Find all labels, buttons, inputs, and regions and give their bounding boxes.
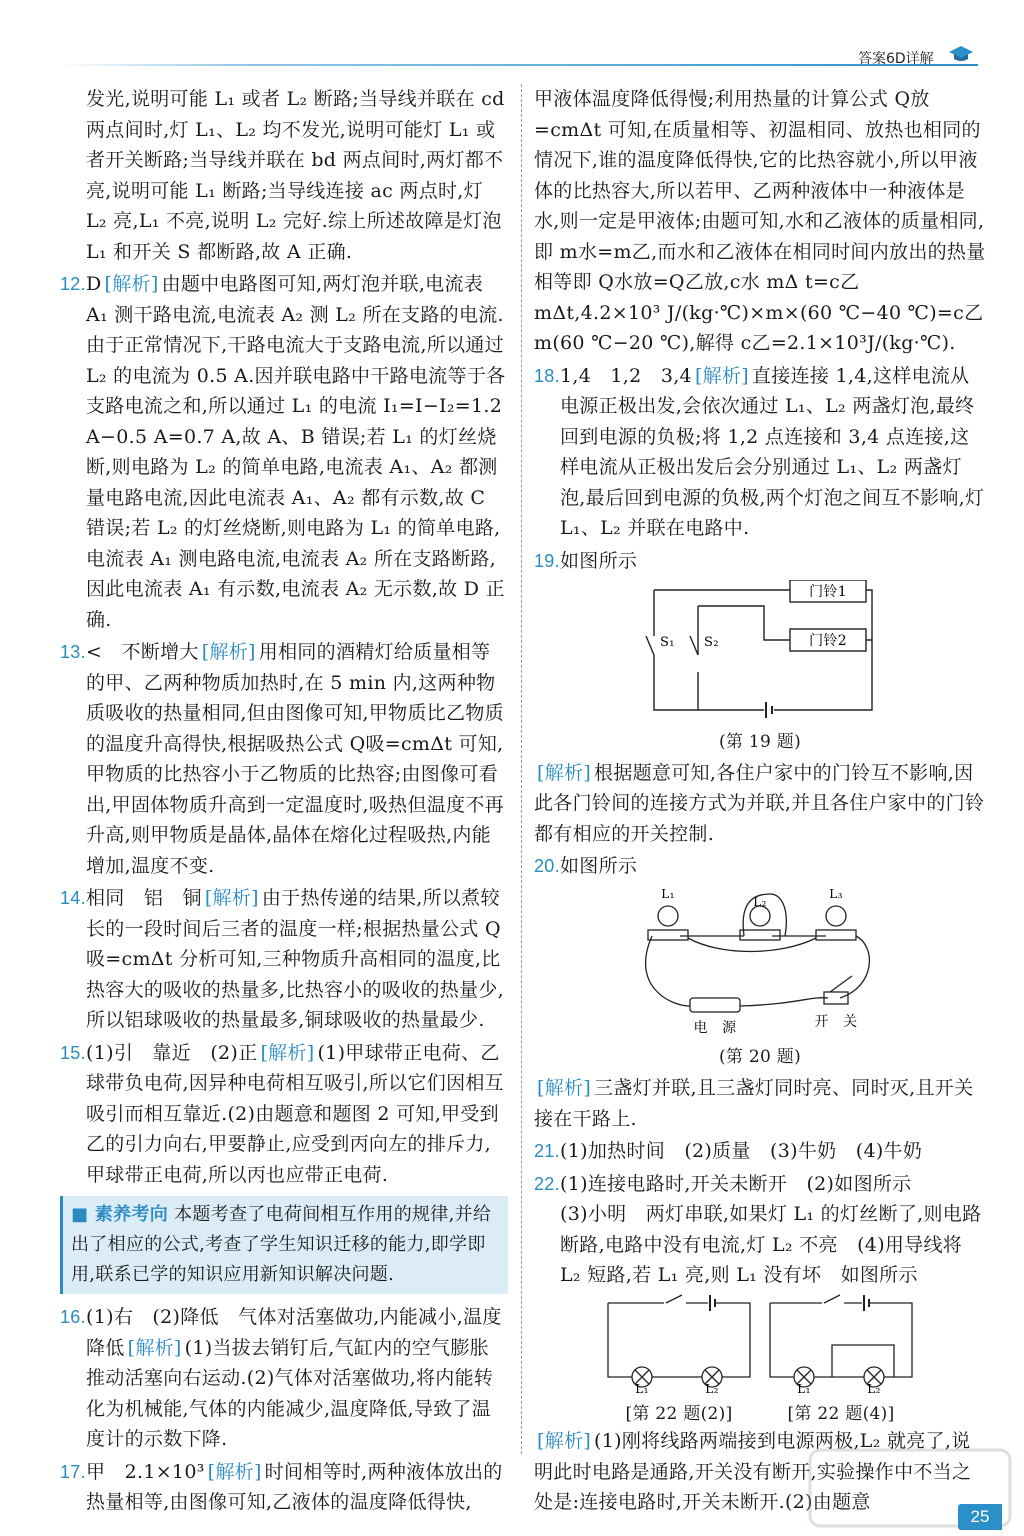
item-text: (1)甲球带正电荷、乙球带负电荷,因异种电荷相互吸引,所以它们因相互吸引而相互靠近.(2)由题意和题图 2 可知,甲受到乙的引力向右,甲要静止,应受到丙向左的排斥力,甲球带正电荷,所以丙也应带正电荷. — [86, 1041, 504, 1186]
item-body — [86, 1302, 508, 1455]
item-number: 17. — [60, 1461, 86, 1482]
header-label: 答案6D详解 — [858, 51, 934, 67]
answer-item-22 — [534, 1169, 986, 1291]
item-text: 发光,说明可能 L₁ 或者 L₂ 断路;当导线并联在 cd 两点间时,灯 L₁、L₂ 均不发光,说明可能灯 L₁ 或者开关断路;当导线并联在 bd 两点间时,两灯都不亮,说明可能 L₁ 断路;当导线连接 ac 两点时,灯 L₂ 亮,L₁ 不亮,说明 L₂ 完好.综上所述故障是灯泡 L₁ 和开关 S 都断路,故 A 正确. — [86, 88, 505, 263]
figure-22-4 — [766, 1293, 916, 1427]
analysis-20 — [534, 1073, 986, 1134]
answer-item-21 — [534, 1136, 986, 1167]
lamp-l2-label: L₂ — [867, 1381, 881, 1393]
item-answer: < 不断增大 — [86, 641, 199, 663]
lamp-1-label: L₁ — [661, 886, 675, 901]
short-circuit-diagram — [766, 1293, 916, 1393]
analysis-tag: [解析] — [207, 1460, 262, 1483]
answer-item-18 — [534, 361, 986, 544]
analysis-tag: [解析] — [127, 1336, 182, 1359]
item-body — [534, 758, 986, 850]
left-column — [60, 84, 508, 1520]
answer-item-16 — [60, 1302, 508, 1455]
item-text: 时间相等时,两种液体放出的热量相等,由图像可知,乙液体的温度降低得快, — [86, 1460, 503, 1513]
item-number: 16. — [60, 1307, 86, 1327]
figure-22-2 — [604, 1293, 754, 1427]
item-body — [86, 1038, 508, 1191]
analysis-tag: [解析] — [537, 1077, 592, 1099]
answer-item-20 — [534, 851, 986, 882]
lamp-2-bulb — [750, 906, 770, 926]
item-number: 18. — [534, 365, 560, 386]
three-lamp-circuit-diagram — [640, 886, 880, 1036]
graduation-cap-icon — [948, 44, 974, 64]
answer-item-19 — [534, 546, 986, 577]
item-body — [534, 1073, 986, 1134]
analysis-tag: [解析] — [694, 364, 749, 387]
figure-19 — [534, 580, 986, 754]
item-number: 20. — [534, 856, 560, 876]
item-body — [86, 637, 508, 881]
lamp-1-bulb — [658, 906, 678, 926]
item-text: (1)连接电路时,开关未断开 (2)如图所示 (3)小明 两灯串联,如果灯 L₁ 的灯丝断了,则电路断路,电路中没有电流,灯 L₂ 不亮 (4)用导线将 L₂ 短路,若 L₁ 亮,则 L₁ 没有坏 如图所示 — [560, 1172, 982, 1286]
item-number: 15. — [60, 1042, 86, 1063]
item-number: 21. — [534, 1141, 560, 1161]
answer-item-15 — [60, 1038, 508, 1191]
lamp-3-base — [816, 930, 856, 940]
item-number: 22. — [534, 1173, 560, 1194]
figure-22-4-caption: [第 22 题(4)] — [787, 1404, 895, 1424]
item-number: 19. — [534, 550, 560, 571]
analysis-tag: [解析] — [204, 887, 259, 909]
item-text: 根据题意可知,各住户家中的门铃互不影响,因此各门铃间的连接方式为并联,并且各住户家中的门铃都有相应的开关控制. — [534, 761, 985, 845]
lamp-l2-label: L₂ — [705, 1381, 719, 1393]
figure-20 — [534, 886, 986, 1070]
item-text: 用相同的酒精灯给质量相等的甲、乙两种物质加热时,在 5 min 内,这两种物质吸收的热量相同,但由图像可知,甲物质比乙物质的温度升高得快,根据吸热公式 Q吸=cmΔt 可知,甲物质的比热容小于乙物质的比热容;由图像可看出,甲固体物质升高到一定温度时,吸热但温度不再升高,则甲物质是晶体,晶体在熔化过程吸热,内能增加,温度不变. — [86, 641, 504, 877]
analysis-tag: [解析] — [104, 273, 159, 295]
power-label: 电 源 — [693, 1019, 737, 1036]
analysis-tag: [解析] — [537, 761, 592, 784]
battery-box — [690, 998, 740, 1012]
item-answer: D — [86, 273, 102, 295]
header-rule — [58, 64, 978, 66]
item-text: (1)当拔去销钉后,气缸内的空气膨胀推动活塞向右运动.(2)气体对活塞做功,将内能转化为机械能,气体的内能减少,温度降低,导致了温度计的示数下降. — [86, 1336, 494, 1450]
switch-s2-label: S₂ — [704, 635, 719, 650]
item-body — [86, 1457, 508, 1518]
item-answer: (1)引 靠近 (2)正 — [86, 1041, 258, 1064]
lamp-l1-label: L₁ — [635, 1381, 649, 1393]
item-number: 14. — [60, 888, 86, 908]
answer-item-13 — [60, 637, 508, 881]
lamp-1-base — [648, 930, 688, 940]
answer-item-17 — [60, 1457, 508, 1518]
item-text: 如图所示 — [560, 549, 638, 572]
item-text: (1)加热时间 (2)质量 (3)牛奶 (4)牛奶 — [560, 1140, 923, 1162]
right-column — [534, 84, 986, 1520]
item-body — [86, 883, 508, 1036]
bell-2-label: 门铃2 — [809, 633, 847, 649]
figure-20-caption: (第 20 题) — [718, 1047, 802, 1067]
lamp-2-label: L₂ — [753, 894, 767, 909]
item-number: 13. — [60, 642, 86, 662]
lamp-3-label: L₃ — [829, 886, 843, 901]
item-text: 甲液体温度降低得慢;利用热量的计算公式 Q放=cmΔt 可知,在质量相等、初温相同、放热也相同的情况下,谁的温度降低得快,它的比热容就小,所以甲液体的比热容大,所以若甲、乙两种液体中一种液体是水,则一定是甲液体;由题可知,水和乙液体的质量相同,即 m水=m乙,而水和乙液体在相同时间内放出的热量相等即 Q水放=Q乙放,c水 mΔ t=c乙 mΔt,4.2×10³ J/(kg·℃)×m×(60 ℃−40 ℃)=c乙 m(60 ℃−20 ℃),解得 c乙=2.1×10³J/(kg·℃). — [534, 88, 986, 354]
note-text: 本题考查了电荷间相互作用的规律,并给出了相应的公式,考查了学生知识迁移的能力,即学即用,联系已学的知识应用新知识解决问题. — [71, 1204, 492, 1285]
figure-22-group — [534, 1293, 986, 1427]
item-text: 由于热传递的结果,所以煮较长的一段时间后三者的温度一样;根据热量公式 Q吸=cmΔt 分析可知,三种物质升高相同的温度,比热容大的吸收的热量多,比热容小的吸收的热量少,所以铝球吸收的热量最多,铜球吸收的热量最少. — [86, 887, 504, 1031]
figure-22-2-caption: [第 22 题(2)] — [625, 1404, 733, 1424]
item-body — [86, 269, 508, 635]
analysis-tag: [解析] — [260, 1041, 315, 1064]
figure-19-caption: (第 19 题) — [718, 731, 802, 752]
item-text: (1)刚将线路两端接到电源两极,L₂ 就亮了,说明此时电路是通路,开关没有断开,实验操作中不当之处是:连接电路时,开关未断开.(2)由题意 — [534, 1430, 972, 1513]
column-divider — [521, 84, 522, 1454]
bell-1-label: 门铃1 — [809, 584, 847, 600]
answer-item-17-continued — [534, 84, 986, 359]
item-text: 由题中电路图可知,两灯泡并联,电流表 A₁ 测干路电流,电流表 A₂ 测 L₂ 所在支路的电流.由于正常情况下,干路电流大于支路电流,所以通过 L₂ 的电流为 0.5 A.因并联电路中干路电流等于各支路电流之和,所以通过 L₁ 的电流 I₁=I−I₂=1.2 A−0.5 A=0.7 A,故 A、B 错误;若 L₁ 的灯丝烧断,则电路为 L₂ 的简单电路,电流表 A₁、A₂ 都测量电路电流,因此电流表 A₁、A₂ 都有示数,故 C 错误;若 L₂ 的灯丝烧断,则电路为 L₁ 的简单电路,电流表 A₁ 测电路电流,电流表 A₂ 所在支路断路,因此电流表 A₁ 有示数,电流表 A₂ 无示数,故 D 正确. — [86, 273, 506, 631]
series-circuit-diagram — [604, 1293, 754, 1393]
analysis-tag: [解析] — [537, 1430, 592, 1452]
doorbell-circuit-diagram — [640, 580, 880, 720]
note-tag: ■ 素养考向 — [71, 1204, 169, 1225]
analysis-19 — [534, 758, 986, 850]
item-answer: 1,4 1,2 3,4 — [560, 364, 692, 387]
analysis-tag: [解析] — [201, 641, 256, 663]
item-answer: (1)右 (2)降低 气体对活塞做功,内能减小,温度降低 — [86, 1306, 502, 1359]
item-text: 三盏灯并联,且三盏灯同时亮、同时灭,且开关接在干路上. — [534, 1077, 974, 1130]
item-number: 12. — [60, 274, 86, 294]
item-answer: 相同 铝 铜 — [86, 887, 202, 909]
item-body — [560, 361, 986, 544]
page-number: 25 — [958, 1504, 1002, 1530]
switch-label: 开 关 — [814, 1013, 858, 1030]
lamp-l1-label: L₁ — [797, 1381, 811, 1393]
literacy-note — [60, 1196, 508, 1294]
answer-item-11-continued — [60, 84, 508, 267]
item-text: 如图所示 — [560, 855, 638, 877]
answer-item-12 — [60, 269, 508, 635]
item-answer: 甲 2.1×10³ — [86, 1460, 205, 1483]
answer-item-14 — [60, 883, 508, 1036]
lamp-2-base — [740, 930, 780, 940]
item-text: 直接连接 1,4,这样电流从电源正极出发,会依次通过 L₁、L₂ 两盏灯泡,最终回到电源的负极;将 1,2 点连接和 3,4 点连接,这样电流从正极出发后会分别通过 L₁、L₂ 两盏灯泡,最后回到电源的负极,两个灯泡之间互不影响,灯 L₁、L₂ 并联在电路中. — [560, 364, 985, 539]
lamp-3-bulb — [826, 906, 846, 926]
switch-s1-label: S₁ — [660, 635, 675, 650]
